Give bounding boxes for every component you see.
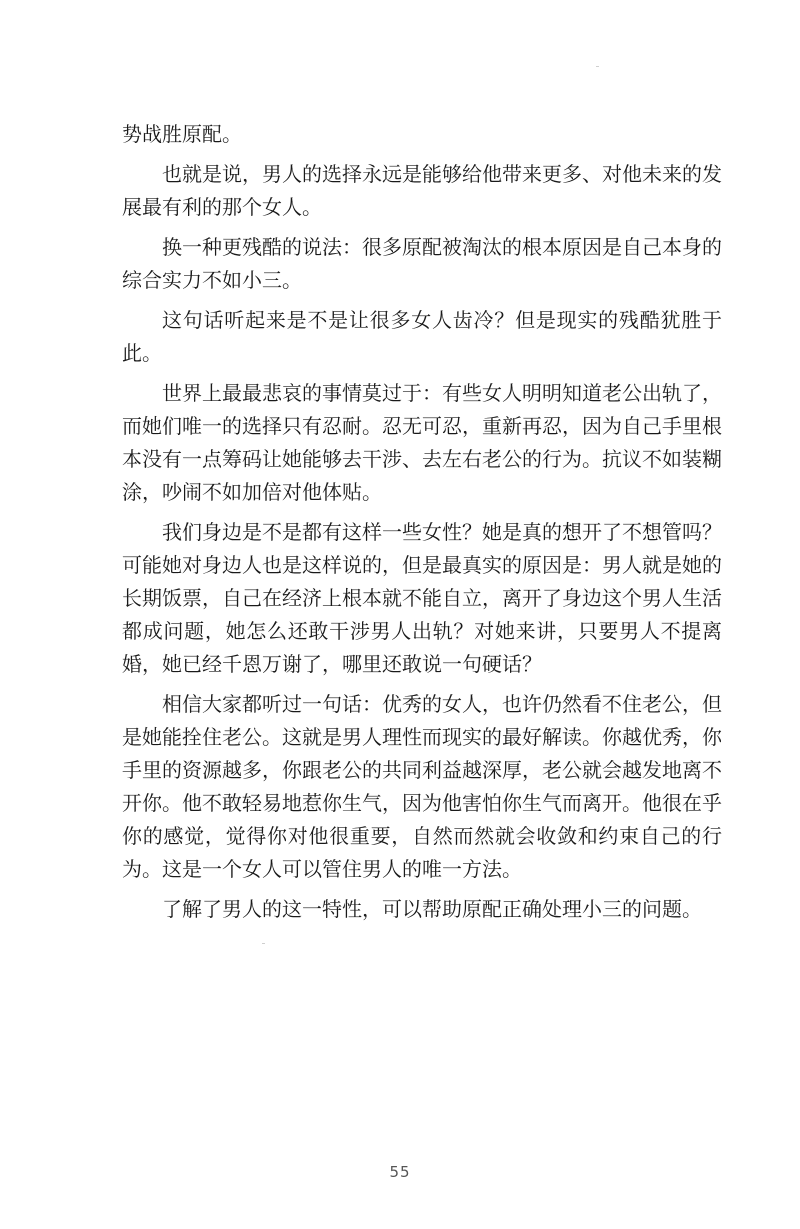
paragraph: 相信大家都听过一句话：优秀的女人，也许仍然看不住老公，但是她能拴住老公。这就是男人理性而现实的最好解读。你越优秀，你手里的资源越多，你跟老公的共同利益越深厚，老公就会越发地离不开你。他不敢轻易地惹你生气，因为他害怕你生气而离开。他很在乎你的感觉，觉得你对他很重要，自然而然就会收敛和约束自己的行为。这是一个女人可以管住男人的唯一方法。 — [122, 692, 722, 881]
page-number: 55 — [389, 1163, 411, 1181]
scan-speck — [262, 943, 265, 944]
paragraph: 我们身边是不是都有这样一些女性？她是真的想开了不想管吗？可能她对身边人也是这样说的，但是最真实的原因是：男人就是她的长期饭票，自己在经济上根本就不能自立，离开了身边这个男人生活都成问题，她怎么还敢干涉男人出轨？对她来讲，只要男人不提离婚，她已经千恩万谢了，哪里还敢说一句硬话？ — [122, 520, 722, 676]
paragraph: 了解了男人的这一特性，可以帮助原配正确处理小三的问题。 — [162, 897, 702, 921]
paragraph-continuation: 势战胜原配。 — [122, 122, 242, 146]
paragraph: 这句话听起来是不是让很多女人齿冷？但是现实的残酷犹胜于此。 — [122, 308, 722, 365]
paragraph: 世界上最最悲哀的事情莫过于：有些女人明明知道老公出轨了，而她们唯一的选择只有忍耐。忍无可忍，重新再忍，因为自己手里根本没有一点筹码让她能够去干涉、去左右老公的行为。抗议不如装糊涂，吵闹不如加倍对他体贴。 — [122, 381, 722, 504]
paragraph: 也就是说，男人的选择永远是能够给他带来更多、对他未来的发展最有利的那个女人。 — [122, 162, 722, 219]
scan-speck — [596, 66, 599, 67]
paragraph: 换一种更残酷的说法：很多原配被淘汰的根本原因是自己本身的综合实力不如小三。 — [122, 235, 722, 292]
body-text — [122, 118, 722, 933]
